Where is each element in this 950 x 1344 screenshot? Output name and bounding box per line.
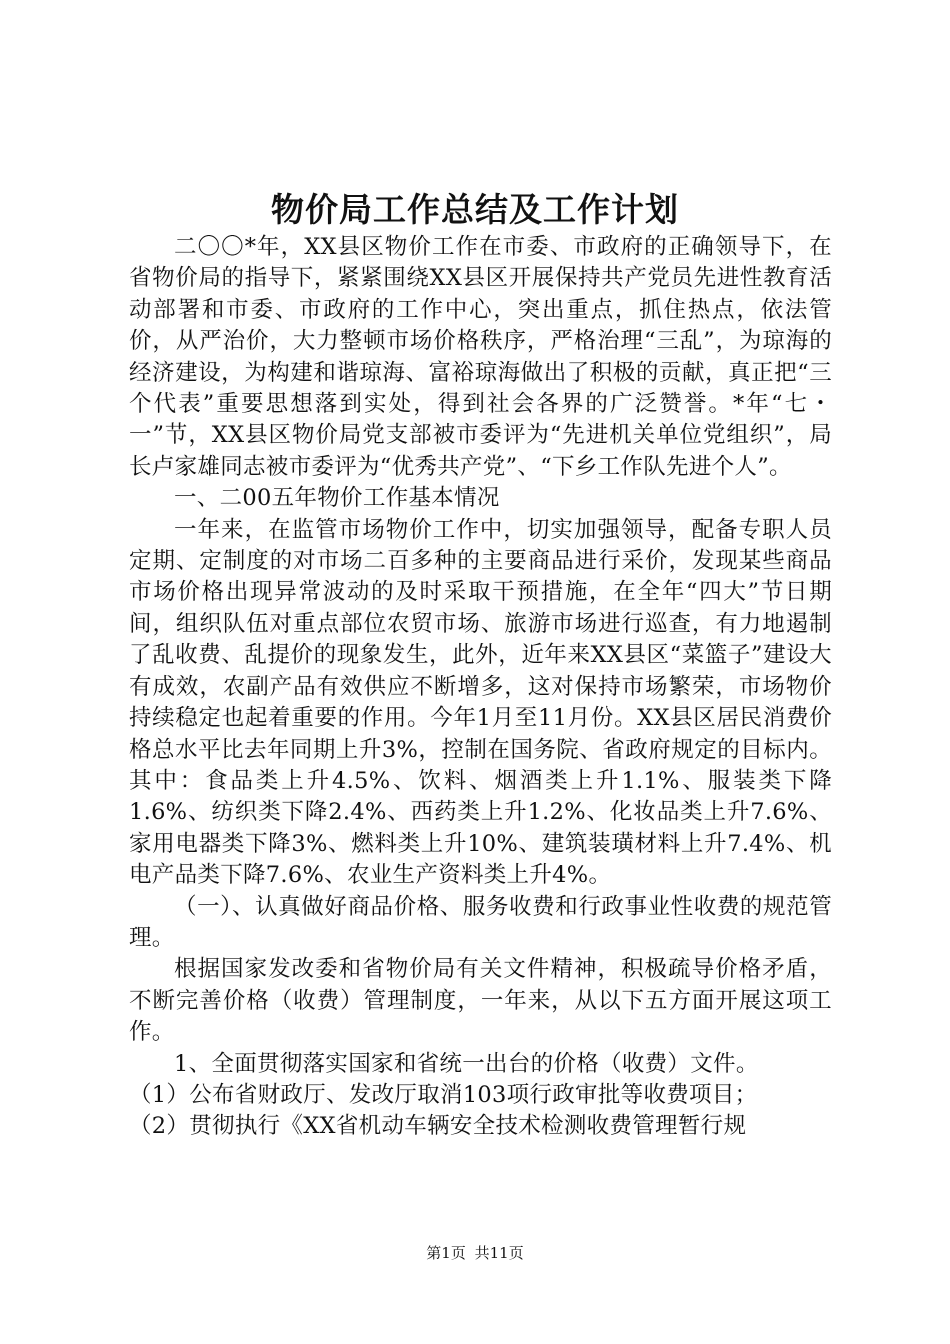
list-item: （1）公布省财政厅、发改厅取消103项行政审批等收费项目； [129, 1081, 758, 1108]
body-paragraph: 一年来，在监管市场物价工作中，切实加强领导，配备专职人员定期、定制度的对市场二百多种的主要商品进行采价，发现某些商品市场价格出现异常波动的及时采取干预措施，在全年“四大”节日期间，组织队伍对重点部位农贸市场、旅游市场进行巡查，有力地遏制了乱收费、乱提价的现象发生，此外，近年来XX县区“菜篮子”建设大有成效，农副产品有效供应不断增多，这对保持市场繁荣，市场物价持续稳定也起着重要的作用。今年1月至11月份。XX县区居民消费价格总水平比去年同期上升3%，控制在国务院、省政府规定的目标内。其中：食品类上升4.5%、饮料、烟酒类上升1.1%、服装类下降1.6%、纺织类下降2.4%、西药类上升1.2%、化妆品类上升7.6%、家用电器类下降3%、燃料类上升10%、建筑装璜材料上升7.4%、机电产品类下降7.6%、农业生产资料类上升4%。 [129, 516, 832, 889]
document-title: 物价局工作总结及工作计划 [271, 190, 679, 229]
list-item: （2）贯彻执行《XX省机动车辆安全技术检测收费管理暂行规 [129, 1113, 747, 1140]
section-heading: 一、二00五年物价工作基本情况 [174, 485, 500, 512]
list-item: 1、全面贯彻落实国家和省统一出台的价格（收费）文件。 [174, 1050, 759, 1077]
subsection-heading: （一）、认真做好商品价格、服务收费和行政事业性收费的规范管理。 [129, 893, 832, 951]
body-paragraph: 根据国家发改委和省物价局有关文件精神，积极疏导价格矛盾，不断完善价格（收费）管理制度，一年来，从以下五方面开展这项工作。 [129, 956, 832, 1046]
page-total: 共11页 [474, 1244, 524, 1262]
page-number: 第1页 [426, 1244, 466, 1262]
intro-paragraph: 二〇〇*年，XX县区物价工作在市委、市政府的正确领导下，在省物价局的指导下，紧紧围绕XX县区开展保持共产党员先进性教育活动部署和市委、市政府的工作中心，突出重点，抓住热点，依法管价，从严治价，大力整顿市场价格秩序，严格治理“三乱”，为琼海的经济建设，为构建和谐琼海、富裕琼海做出了积极的贡献，真正把“三个代表”重要思想落到实处，得到社会各界的广泛赞誉。*年“七・一”节，XX县区物价局党支部被市委评为“先进机关单位党组织”，局长卢家雄同志被市委评为“优秀共产党”、“下乡工作队先进个人”。 [129, 234, 832, 480]
page-footer [0, 1243, 950, 1263]
document-body [129, 232, 832, 1143]
